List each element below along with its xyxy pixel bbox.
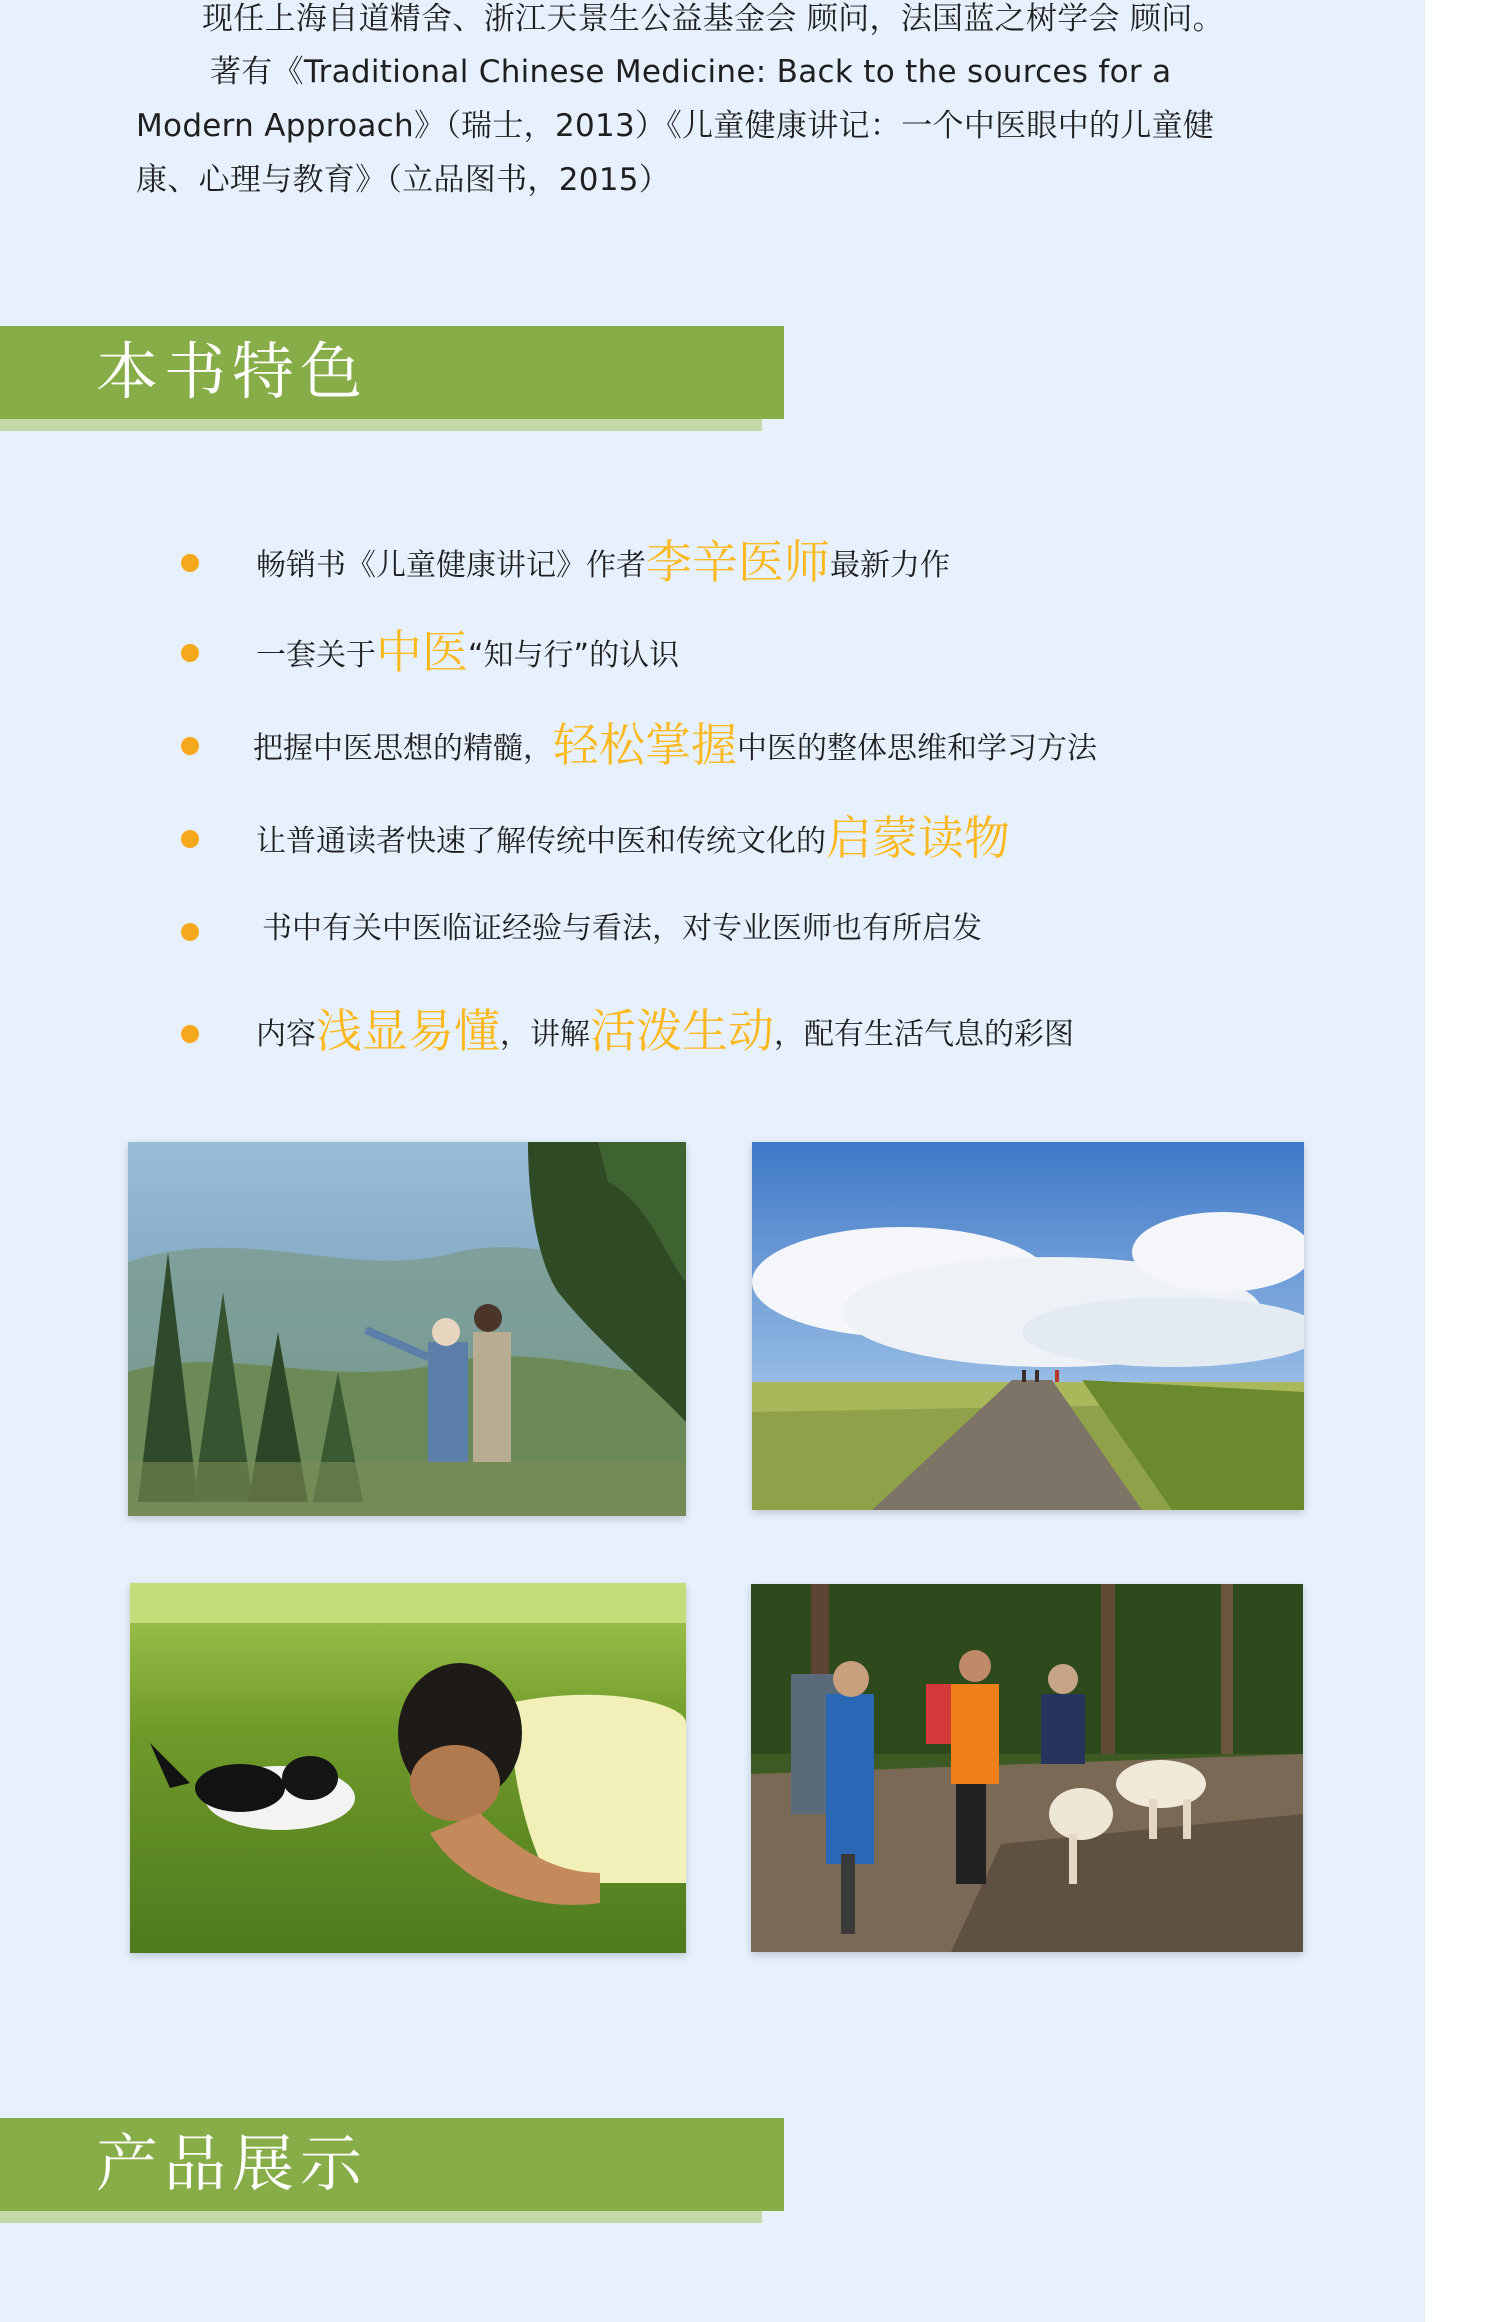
intro-line-4: 康、心理与教育》（立品图书，2015） [136, 162, 671, 198]
feature-text-pre: 把握中医思想的精髓， [253, 731, 553, 766]
feature-highlight: 启蒙读物 [826, 811, 1010, 865]
feature-text [253, 710, 1097, 784]
bullet-dot [181, 737, 199, 755]
feature-text-post: ，配有生活气息的彩图 [774, 1017, 1074, 1052]
intro-line-2: 著有《Traditional Chinese Medicine: Back to the sources for a [210, 54, 1172, 90]
road-photo-graphic [752, 1142, 1304, 1510]
feature-text-pre: 书中有关中医临证经验与看法，对专业医师也有所启发 [262, 911, 982, 946]
intro-line-1: 现任上海自道精舍、浙江天景生公益基金会 顾问，法国蓝之树学会 顾问。 [202, 1, 1224, 37]
feature-highlight: 李辛医师 [646, 535, 830, 589]
feature-text-post: 中医的整体思维和学习方法 [737, 731, 1097, 766]
photo-mountain-view [128, 1142, 686, 1516]
feature-item [0, 710, 1425, 780]
feature-text-pre: 让普通读者快速了解传统中医和传统文化的 [256, 824, 826, 859]
feature-text [256, 527, 950, 601]
feature-item [0, 527, 1425, 597]
mountain-photo-graphic [128, 1142, 686, 1516]
feature-item [0, 803, 1425, 873]
bullet-dot [181, 1025, 199, 1043]
feature-highlight: 浅显易懂 [316, 1004, 500, 1058]
bullet-dot [181, 554, 199, 572]
section-banner-products [0, 2118, 784, 2211]
section-title-features: 本书特色 [96, 335, 369, 408]
photo-country-road [752, 1142, 1304, 1510]
feature-text-post: “知与行”的认识 [468, 638, 680, 673]
feature-text [256, 996, 1074, 1070]
feature-text [262, 894, 982, 964]
feature-item [0, 894, 1425, 964]
feature-text-post: 最新力作 [830, 548, 950, 583]
feature-item [0, 996, 1425, 1066]
puppy-photo-graphic [130, 1583, 686, 1953]
bullet-dot [181, 923, 199, 941]
feature-text-pre: 一套关于 [256, 638, 376, 673]
feature-text-pre: 畅销书《儿童健康讲记》作者 [256, 548, 646, 583]
banner-shadow [0, 419, 762, 431]
banner-shadow [0, 2211, 762, 2223]
intro-line-3: Modern Approach》（瑞士，2013）《儿童健康讲记：一个中医眼中的儿童健 [136, 108, 1215, 144]
feature-text [256, 803, 1010, 877]
feature-item [0, 617, 1425, 687]
feature-text-pre: 内容 [256, 1017, 316, 1052]
feature-highlight: 中医 [376, 625, 468, 679]
bullet-dot [181, 830, 199, 848]
lambs-photo-graphic [751, 1584, 1303, 1952]
section-banner-features [0, 326, 784, 419]
section-title-products: 产品展示 [96, 2127, 369, 2200]
feature-text-mid: ，讲解 [500, 1017, 590, 1052]
feature-text [256, 617, 679, 691]
feature-highlight: 活泼生动 [590, 1004, 774, 1058]
photo-man-with-puppy [130, 1583, 686, 1953]
bullet-dot [181, 644, 199, 662]
photo-hikers-with-lambs [751, 1584, 1303, 1952]
feature-highlight: 轻松掌握 [553, 718, 737, 772]
